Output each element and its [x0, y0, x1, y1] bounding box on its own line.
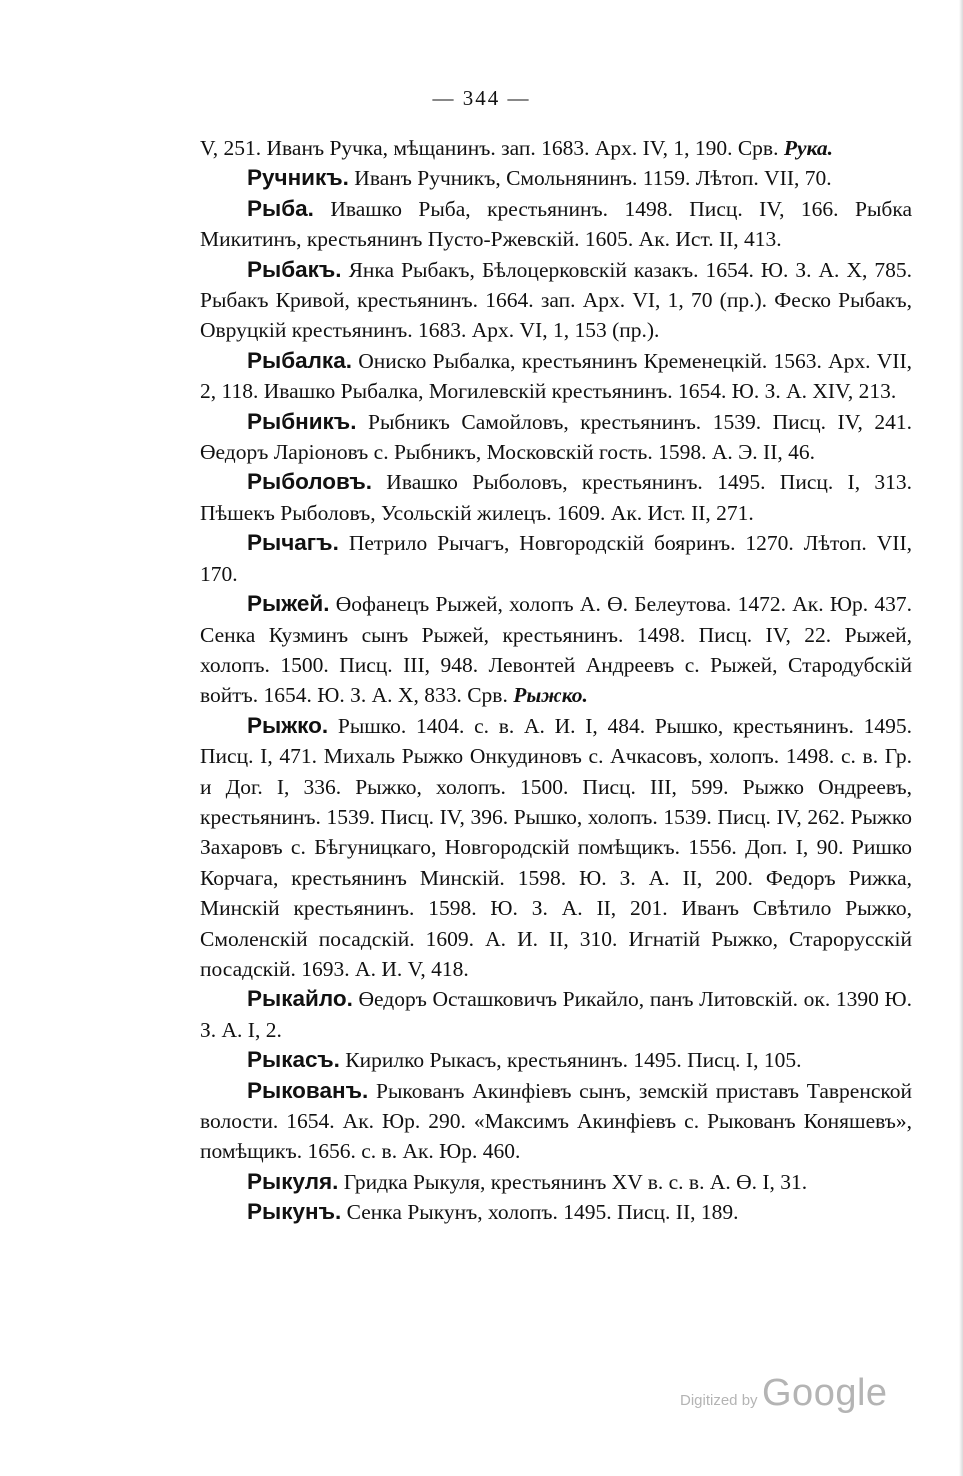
headword: Рыкуля. — [247, 1168, 339, 1194]
entry-text: Петрило Рычагъ, Новгородскій бояринъ. 1270. Лѣтоп. VII, 170. — [200, 531, 912, 586]
entry-rykun — [200, 1197, 912, 1227]
entry-rybak — [200, 255, 912, 346]
entry-rybolov — [200, 467, 912, 528]
digitized-by-watermark — [680, 1372, 888, 1415]
watermark-prefix: Digitized by — [680, 1392, 758, 1409]
entry-ryzhko — [200, 711, 912, 985]
cross-reference: Рука. — [783, 136, 833, 160]
entry-ruchnik — [200, 163, 912, 193]
headword: Рыбакъ. — [247, 256, 342, 282]
page-number: — 344 — — [432, 86, 531, 110]
headword: Рыжей. — [247, 591, 330, 617]
headword: Рыбалка. — [247, 347, 352, 373]
entry-rykulya — [200, 1167, 912, 1197]
entry-rybalka — [200, 346, 912, 407]
headword: Рыболовъ. — [247, 469, 372, 495]
entry-rykailo — [200, 984, 912, 1045]
entry-text: Ивашко Рыболовъ, крестьянинъ. 1495. Писц. I, 313. Пѣшекъ Рыболовъ, Усольскій жилецъ. 1609. Ак. Ист. II, 271. — [200, 470, 913, 525]
dictionary-text — [200, 133, 912, 1228]
entry-rykas — [200, 1045, 912, 1075]
cross-reference: Рыжко. — [513, 683, 588, 708]
headword: Рыкованъ. — [247, 1077, 369, 1103]
entry-rychag — [200, 528, 912, 589]
entry-text: Гридка Рыкуля, крестьянинъ XV в. с. в. А. Ө. I, 31. — [343, 1169, 808, 1194]
entry-text: Рыкованъ Акинфіевъ сынъ, земскій приставъ Тавренской волости. 1654. Ак. Юр. 290. «Максимъ Акинфіевъ с. Рыкованъ Коняшевъ», помѣщикъ. 1656. с. в. Ак. Юр. 460. — [200, 1078, 912, 1164]
headword: Рыбникъ. — [247, 408, 357, 434]
entry-rykovan — [200, 1076, 912, 1167]
entry-text: Өедоръ Осташковичъ Рикайло, панъ Литовскій. ок. 1390 Ю. З. А. I, 2. — [200, 987, 913, 1042]
entry-text: Ивашко Рыба, крестьянинъ. 1498. Писц. IV, 166. Рыбка Микитинъ, крестьянинъ Пусто-Ржевскій. 1605. Ак. Ист. II, 413. — [200, 196, 912, 252]
entry-text: Рышко. 1404. с. в. А. И. I, 484. Рышко, крестьянинъ. 1495. Писц. I, 471. Михаль Рыжко Онкудиновъ с. Ачкасовъ, холопъ. 1498. с. в. Гр. и Дог. I, 336. Рыжко, холопъ. 1500. Писц. III, 599. Рыжко Ондреевъ, крестьянинъ. 1539. Писц. IV, 396. Рышко, холопъ. 1539. Писц. IV, 262. Рыжко Захаровъ с. Бѣгуницкаго, Новгородскій помѣщикъ. 1556. Доп. I, 90. Ришко Корчага, крестьянинъ Минскій. 1598. Ю. З. А. II, 200. Федоръ Рижка, Минскій крестьянинъ. 1598. Ю. З. А. II, 201. Иванъ Свѣтило Рыжко, Смоленскій посадскій. 1609. А. И. II, 310. Игнатій Рыжко, Старорусскій посадскій. 1693. А. И. V, 418. — [200, 713, 912, 981]
entry-continuation — [200, 133, 912, 163]
entry-text: Өофанецъ Рыжей, холопъ А. Ө. Белеутова. 1472. Ак. Юр. 437. Сенка Кузминъ сынъ Рыжей, крестьянинъ. 1498. Писц. IV, 22. Рыжей, холопъ. 1500. Писц. III, 948. Левонтей Андреевъ с. Рыжей, Стародубскій войтъ. 1654. Ю. З. А. X, 833. Срв. — [200, 592, 912, 708]
entry-text: V, 251. Иванъ Ручка, мѣщанинъ. зап. 1683. Арх. IV, 1, 190. Срв. — [200, 136, 779, 160]
entry-rybnik — [200, 407, 912, 468]
entry-text: Ониско Рыбалка, крестьянинъ Кременецкій. 1563. Арх. VII, 2, 118. Ивашко Рыбалка, Могилевскій крестьянинъ. 1654. Ю. З. А. XIV, 213. — [200, 348, 912, 404]
entry-text: Сенка Рыкунъ, холопъ. 1495. Писц. II, 189. — [346, 1200, 739, 1225]
entry-ryzhei — [200, 589, 912, 711]
watermark-logo: Google — [762, 1372, 888, 1414]
entry-ryba — [200, 194, 912, 255]
headword: Рыкайло. — [247, 986, 353, 1012]
entry-text: Янка Рыбакъ, Бѣлоцерковскій казакъ. 1654. Ю. З. А. X, 785. Рыбакъ Кривой, крестьянинъ. 1664. зап. Арх. VI, 1, 70 (пр.). Феско Рыбакъ, Овруцкій крестьянинъ. 1683. Арх. VI, 1, 153 (пр.). — [200, 257, 912, 343]
entry-text: Кирилко Рыкасъ, крестьянинъ. 1495. Писц. I, 105. — [345, 1048, 802, 1073]
headword: Рыкасъ. — [247, 1047, 340, 1073]
entry-text: Иванъ Ручникъ, Смольнянинъ. 1159. Лѣтоп. VII, 70. — [354, 166, 832, 191]
entry-text: Рыбникъ Самойловъ, крестьянинъ. 1539. Писц. IV, 241. Өедоръ Ларіоновъ с. Рыбникъ, Московскій гость. 1598. А. Э. II, 46. — [200, 409, 912, 465]
headword: Рыба. — [247, 195, 314, 221]
headword: Рыжко. — [247, 712, 329, 738]
headword: Рычагъ. — [247, 530, 339, 556]
headword: Ручникъ. — [247, 165, 349, 191]
page-edge-shadow — [959, 0, 963, 1476]
headword: Рыкунъ. — [247, 1199, 342, 1225]
